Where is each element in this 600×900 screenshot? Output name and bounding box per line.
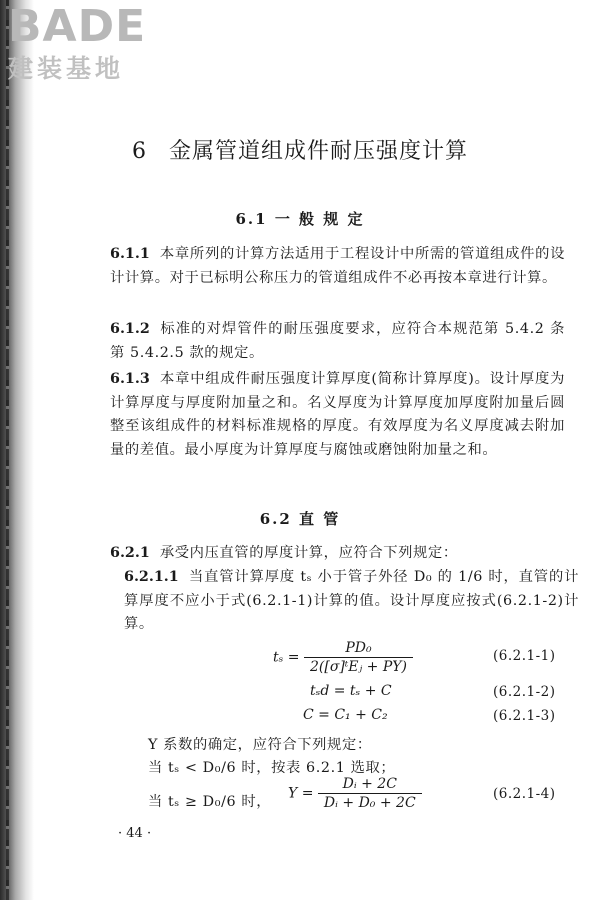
formula-numerator: PD₀: [304, 640, 413, 658]
formula-6-2-1-1: [273, 640, 413, 675]
clause-text: 承受内压直管的厚度计算，应符合下列规定：: [159, 545, 458, 561]
page-number: · 44 ·: [118, 826, 152, 841]
watermark-subtitle: 建装基地: [8, 54, 125, 83]
chapter-title-text: 金属管道组成件耐压强度计算: [168, 139, 468, 164]
clause-6-1-1: [110, 243, 565, 290]
watermark-brand: BADE: [8, 1, 147, 52]
clause-text: 本章中组成件耐压强度计算厚度(简称计算厚度)。设计厚度为计算厚度与厚度附加量之和。名义厚度为计算厚度加厚度附加量后圆整至该组成件的材料标准规格的厚度。有效厚度为名义厚度减去附加量的差值。最小厚度为计算厚度与腐蚀或磨蚀附加量之和。: [110, 371, 565, 458]
chapter-title: [0, 134, 600, 165]
clause-6-1-2: [110, 318, 565, 365]
formula-denominator: 2([σ]ᵗEⱼ + PY): [309, 659, 407, 675]
y-case-1: 当 tₛ < D₀/6 时，按表 6.2.1 选取；: [148, 760, 396, 776]
chapter-number: 6: [131, 139, 147, 164]
formula-6-2-1-4: [288, 776, 422, 811]
formula-numerator: Dᵢ + 2C: [318, 776, 422, 794]
formula-denominator: Dᵢ + D₀ + 2C: [323, 795, 416, 811]
watermark-logo: [8, 1, 178, 94]
clause-number: 6.2.1.1: [124, 569, 179, 585]
formula-fraction: [318, 776, 422, 811]
formula-fraction: [304, 640, 413, 675]
equation-number: (6.2.1-2): [493, 684, 556, 700]
clause-6-1-3: [110, 368, 565, 462]
formula-6-2-1-2: tₛd = tₛ + C: [310, 683, 392, 699]
equation-number: (6.2.1-4): [493, 786, 556, 802]
clause-text: 本章所列的计算方法适用于工程设计中所需的管道组成件的设计计算。对于已标明公称压力的管道组成件不必再按本章进行计算。: [110, 246, 565, 286]
section-heading-6-2: 6.2 直 管: [259, 510, 341, 528]
equation-number: (6.2.1-1): [493, 648, 556, 664]
clause-text: 当直管计算厚度 tₛ 小于管子外径 D₀ 的 1/6 时，直管的计算厚度不应小于式(6.2.1-1)计算的值。设计厚度应按式(6.2.1-2)计算。: [124, 569, 579, 632]
y-coefficient-rule: Y 系数的确定，应符合下列规定：: [148, 737, 372, 753]
clause-text: 标准的对焊管件的耐压强度要求，应符合本规范第 5.4.2 条第 5.4.2.5 款的规定。: [110, 321, 565, 361]
section-heading-6-1: 6.1 一 般 规 定: [235, 210, 365, 228]
clause-6-2-1: [110, 542, 565, 566]
equation-number: (6.2.1-3): [493, 708, 556, 724]
formula-lhs: tₛ =: [273, 649, 300, 666]
clause-6-2-1-1: [110, 566, 579, 637]
clause-number: 6.1.2: [110, 321, 150, 337]
clause-number: 6.2.1: [110, 545, 150, 561]
clause-number: 6.1.1: [110, 246, 150, 262]
y-case-2: 当 tₛ ≥ D₀/6 时，: [148, 794, 272, 810]
clause-number: 6.1.3: [110, 371, 150, 387]
formula-lhs: Y =: [288, 785, 314, 802]
formula-6-2-1-3: C = C₁ + C₂: [303, 707, 388, 723]
